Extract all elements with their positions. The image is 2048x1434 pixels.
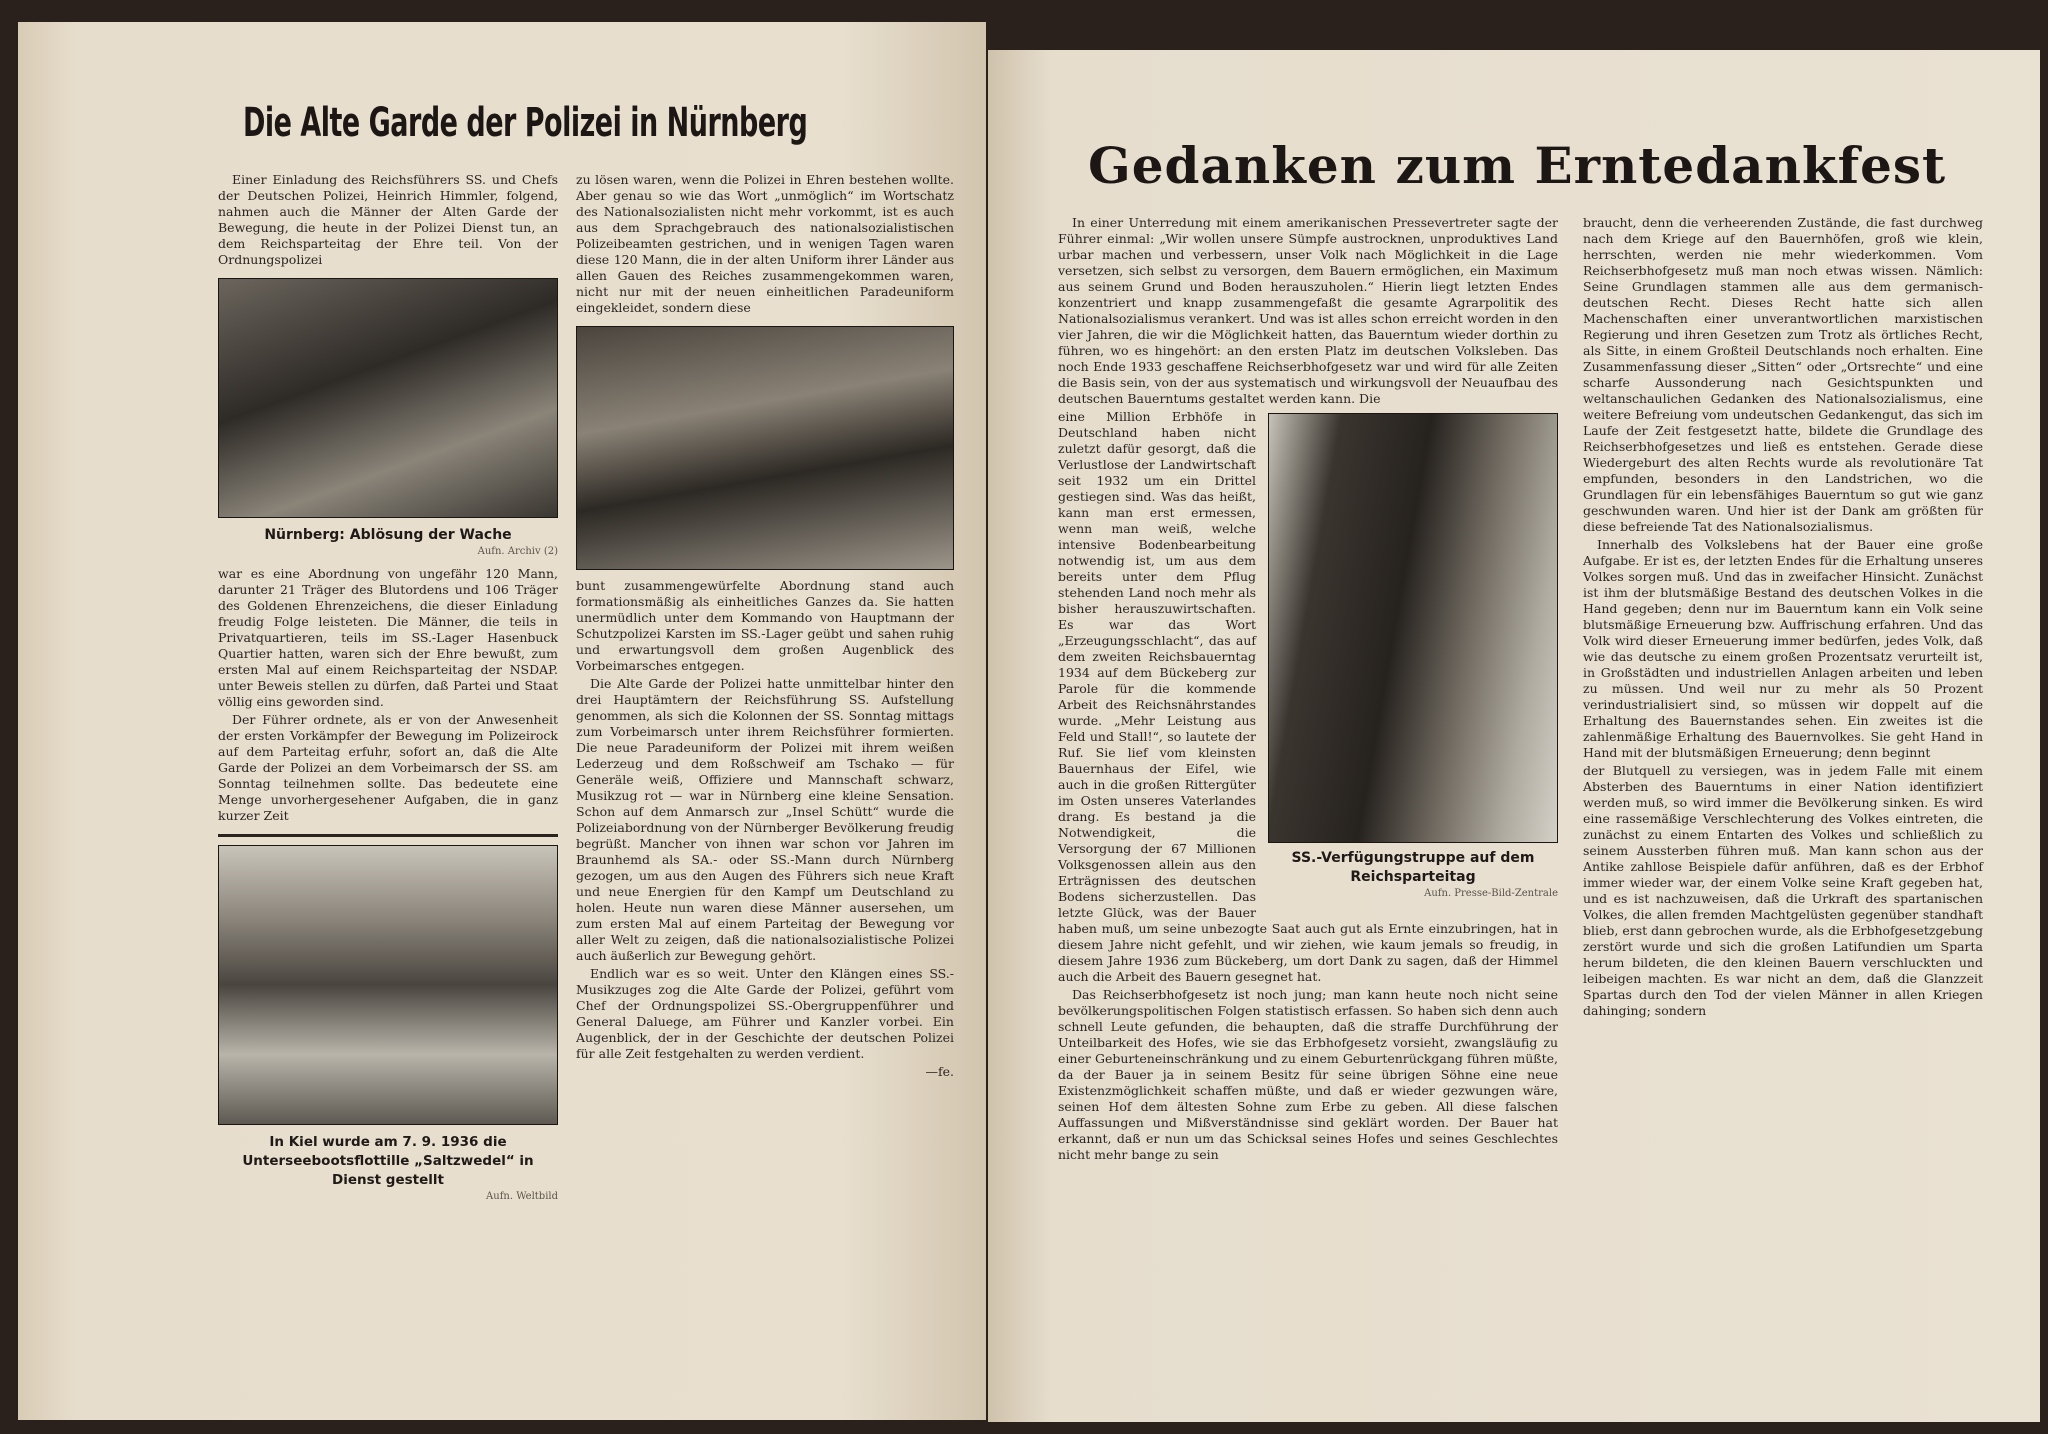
right-column-1 [1058,215,1558,1165]
photo1-credit: Aufn. Archiv (2) [477,546,558,557]
right-page [988,50,2040,1422]
left-page-title: Die Alte Garde der Polizei in Nürnberg [243,100,808,147]
right-photo-credit: Aufn. Presse-Bild-Zentrale [1424,888,1558,899]
signature: —fe. [925,1064,954,1079]
photo1-caption: Nürnberg: Ablösung der Wache [264,527,512,543]
paragraph: braucht, denn die verheerenden Zustände, die fast durchweg nach dem Kriege auf den Bauernhöfen, groß wie klein, herrschten, werden nie mehr wiederkommen. Vom Reichserbhofgesetz muß man noch etwas wissen. Nämlich: Seine Grundlagen stammen alle aus dem germanisch-deutschen Recht. Dieses Recht hatte sich allen Machenschaften einer unverantwortlichen marxistischen Regierung und ihren Gesetzen zum Trotz als örtliches Recht, als Sitte, in einem Großteil Deutschlands noch erhalten. Eine Zusammenfassung dieser „Sitten“ oder „Ortsrechte“ und eine scharfe Aussonderung nach Gesichtspunkten und weltanschaulichen Gedanken des Nationalsozialismus, eine weitere Befreiung vom undeutschen Gedankengut, das sich im Laufe der Zeit festgesetzt hatte, bildete die Grundlage des Reichserbhofgesetzes und ließ es entstehen. Gerade diese Wiedergeburt des alten Rechts wurde als revolutionäre Tat empfunden, besonders in den Landstrichen, wo die Grundlagen für ein lebensfähiges Bauerntum so gut wie ganz geschwunden waren. Und hier ist der Dank am größten für diese befreiende Tat des Nationalsozialismus. [1583,215,1983,534]
photo3-credit: Aufn. Weltbild [486,1191,558,1202]
paragraph: eine Million Erbhöfe in Deutschland haben nicht zuletzt dafür gesorgt, daß die Verlustlose der Landwirtschaft seit 1932 um ein Drittel gestiegen sind. Was das heißt, kann man erst ermessen, wenn man weiß, welche intensive Bodenbearbeitung notwendig ist, um aus dem bereits unter dem Pflug stehenden Land noch mehr als bisher herauszuwirtschaften. Es war das Wort „Erzeugungsschlacht“, das auf dem zweiten Reichsbauerntag 1934 auf dem Bückeberg zur Parole für die kommende Arbeit des Reichsnährstandes wurde. „Mehr Leistung aus Feld und Stall!“, so lautete der Ruf. Sie lief vom kleinsten Bauernhaus der Eifel, wie auch in die großen Rittergüter im Osten unseres Vaterlandes drang. Es bestand ja die Notwendigkeit, die Versorgung der 67 Millionen Volksgenossen allein aus den Erträgnissen des deutschen Bodens sicherzustellen. Das letzte Glück, was der Bauer haben muß, um seine unbezogte Saat auch gut als Ernte einzubringen, hat in diesem Jahre nicht gefehlt, und wir ziehen, wie kaum jemals so freudig, in diesem Jahre 1936 zum Bückeberg, um dort Dank zu sagen, daß der Himmel auch die Arbeit des Bauern gesegnet hat. [1058,409,1558,984]
paragraph: Das Reichserbhofgesetz ist noch jung; man kann heute noch nicht seine bevölkerungspolitischen Folgen statistisch erfassen. So haben sich denn auch schnell Leute gefunden, die behaupten, daß die straffe Durchführung der Unteilbarkeit des Hofes, wie sie das Erbhofgesetz vorsieht, zwangsläufig zu einer Geburteneinschränkung und zu einem Geburtenrückgang führen müßte, da der Bauer ja in seinem Besitz für seine übrigen Söhne eine neue Existenzmöglichkeit schaffen müßte, und daß er wieder gezwungen wäre, seinen Hof dem ältesten Sohne zum Erbe zu geben. All diese falschen Auffassungen und Mißverständnisse sind geklärt worden. Der Bauer hat erkannt, daß er nun um das Schicksal seines Hofes und seines Geschlechtes nicht mehr bange zu sein [1058,987,1558,1162]
left-page-columns [218,172,954,1203]
photo-nuernberg-gate [576,326,954,570]
paragraph: war es eine Abordnung von ungefähr 120 Mann, darunter 21 Träger des Blutordens und 106 Träger des Goldenen Ehrenzeichens, die dieser Einladung freudig Folge leisteten. Die Männer, die teils in Privatquartieren, teils im SS.-Lager Hasenbuck Quartier hatten, waren sich der Ehre bewußt, zum ersten Mal auf einem Reichsparteitag der NSDAP. unter Beweis stellen zu dürfen, daß Partei und Staat völlig eins geworden sind. [218,566,558,709]
paragraph: Die Alte Garde der Polizei hatte unmittelbar hinter den drei Hauptämtern der Reichsführung SS. Aufstellung genommen, als sich die Kolonnen der SS. Sonntag mittags zum Vorbeimarsch unter ihrem Reichsführer formierten. Die neue Paradeuniform der Polizei mit ihrem weißen Lederzeug und dem Roßschweif am Tschako — für Generäle weiß, Offiziere und Mannschaft schwarz, Musikzug rot — war in Nürnberg eine kleine Sensation. Schon auf dem Anmarsch zur „Insel Schütt“ wurde die Polizeiabordnung von der Nürnberger Bevölkerung freudig begrüßt. Mancher von ihnen war schon vor Jahren im Braunhemd als SA.- oder SS.-Mann durch Nürnberg gezogen, um aus den Augen des Führers sich neue Kraft und neue Energien für den Kampf um Deutschland zu holen. Heute nun waren diese Männer ausersehen, um zum ersten Mal auf einem Parteitag der Bewegung vor aller Welt zu zeigen, daß die nationalsozialistische Polizei auch äußerlich zur Bewegung gehört. [576,676,954,963]
divider [218,834,558,837]
photo-ss-troops [1268,413,1558,843]
paragraph: Der Führer ordnete, als er von der Anwesenheit der ersten Vorkämpfer der Bewegung im Polizeirock auf dem Parteitag erfuhr, sofort an, daß die Alte Garde der Polizei an dem Vorbeimarsch der SS. am Sonntag teilnehmen sollte. Das bedeutete eine Menge unvorhergesehener Aufgaben, die in ganz kurzer Zeit [218,712,558,823]
photo-submarine-kiel [218,845,558,1125]
right-page-title: Gedanken zum Erntedankfest [1088,136,1947,195]
paragraph: Einer Einladung des Reichsführers SS. und Chefs der Deutschen Polizei, Heinrich Himmler, folgend, nahmen auch die Männer der Alten Garde der Bewegung, die heute in der Polizei Dienst tun, an dem Reichsparteitag der Ehre teil. Von der Ordnungspolizei [218,172,558,267]
left-page [18,22,986,1420]
paragraph: zu lösen waren, wenn die Polizei in Ehren bestehen wollte. Aber genau so wie das Wort „unmöglich“ im Wortschatz des Nationalsozialisten nicht mehr vorkommt, ist es auch aus dem Sprachgebrauch des nationalsozialistischen Polizeibeamten gestrichen, und in wenigen Tagen waren diese 120 Mann, die in der alten Uniform ihrer Länder aus allen Gauen des Reiches zusammengekommen waren, nicht nur mit der neuen einheitlichen Paradeuniform eingekleidet, sondern diese [576,172,954,315]
body-column-1 [218,566,558,826]
paragraph: bunt zusammengewürfelte Abordnung stand auch formationsmäßig als einheitliches Ganzes da. Sie hatten unermüdlich unter dem Kommando von Hauptmann der Schutzpolizei Karsten im SS.-Lager geübt und sahen ruhig und erwartungsvoll dem großen Augenblick des Vorbeimarsches entgegen. [576,578,954,673]
intro-column-2 [576,172,954,318]
left-column-b [576,172,954,1082]
right-page-columns [1058,215,1983,1165]
right-column-2 [1583,215,1983,1021]
paragraph: Endlich war es so weit. Unter den Klängen eines SS.-Musikzuges zog die Alte Garde der Polizei, geführt vom Chef der Ordnungspolizei SS.-Obergruppenführer und General Daluege, am Führer und Kanzler vorbei. Ein Augenblick, der in der Geschichte der deutschen Polizei für alle Zeit festgehalten zu werden verdient. [576,966,954,1061]
intro-column-1 [218,172,558,270]
left-column-a [218,172,558,1203]
paragraph: Innerhalb des Volkslebens hat der Bauer eine große Aufgabe. Er ist es, der letzten Endes für die Erhaltung unseres Volkes sorgen muß. Und das in zweifacher Hinsicht. Zunächst ist ihm der blutsmäßige Bestand des deutschen Volkes in die Hand gegeben; denn nur im Bauerntum kann ein Volk seine blutsmäßige Erneuerung bzw. Auffrischung erfahren. Und das Volk wird dieser Erneuerung immer bedürfen, jedes Volk, daß wie das deutsche zu einem großen Prozentsatz verurteilt ist, in Großstädten und industriellen Anlagen arbeiten und leben zu müssen. Und weil nur zu mehr als 50 Prozent verindustrialisiert sind, so müssen wir doppelt auf die Erhaltung des Bauernstandes sehen. Ein zweites ist die zahlenmäßige Erhaltung des Bauernvolkes. Sie geht Hand in Hand mit der blutsmäßigen Erneuerung; denn beginnt [1583,537,1983,760]
right-photo-block [1268,413,1558,900]
photo-nuernberg-guard [218,278,558,518]
right-photo-caption: SS.-Verfügungstruppe auf dem Reichsparteitag [1291,850,1535,885]
body-column-2 [576,578,954,1082]
paragraph: der Blutquell zu versiegen, was in jedem Falle mit einem Absterben des Bauerntums in einer Nation identifiziert werden muß, so wird immer die Bevölkerung sinken. Es wird eine rassemäßige Verschlechterung des Volkes eintreten, die zunächst zu einem Entarten des Volkes und schließlich zu seinem Aussterben führen muß. Man kann schon aus der Antike zahllose Beispiele dafür anführen, daß es der Erbhof immer wieder war, der einem Volke seine Kraft gegeben hat, und es ist nachzuweisen, daß die Urkraft des spartanischen Volkes, die allen fremden Machtgelüsten gegenüber standhaft blieb, erst dann gebrochen wurde, als die Erbhofgesetzgebung zerstört wurde und sich die großen Latifundien um Sparta herum bildeten, die den kleinen Bauern verschluckten und leibeigen machten. Es war nicht an dem, daß die Glanzzeit Spartas durch den Tod der vielen Männer in allen Kriegen dahinging; sondern [1583,763,1983,1018]
paragraph: In einer Unterredung mit einem amerikanischen Pressevertreter sagte der Führer einmal: „Wir wollen unsere Sümpfe austrocknen, unproduktives Land urbar machen und verbessern, unser Volk nach Möglichkeit in die Lage versetzen, sich selbst zu versorgen, dem Bauern ermöglichen, ein Maximum aus seinem Grund und Boden herauszuholen.“ Hierin liegt letzten Endes konzentriert und knapp zusammengefaßt die gesamte Agrarpolitik des Nationalsozialismus verankert. Und was ist alles schon erreicht worden in den vier Jahren, die wir die Möglichkeit hatten, das Bauerntum wieder dorthin zu führen, wo es hingehört: an den ersten Platz im deutschen Volksleben. Das noch Ende 1933 geschaffene Reichserbhofgesetz war und wird für alle Zeiten die Basis sein, von der aus systematisch und wirkungsvoll der Neuaufbau des deutschen Bauerntums gestaltet werden kann. Die [1058,215,1558,406]
photo3-caption: In Kiel wurde am 7. 9. 1936 die Unterseebootsflottille „Saltzwedel“ in Dienst gestellt [242,1134,534,1188]
